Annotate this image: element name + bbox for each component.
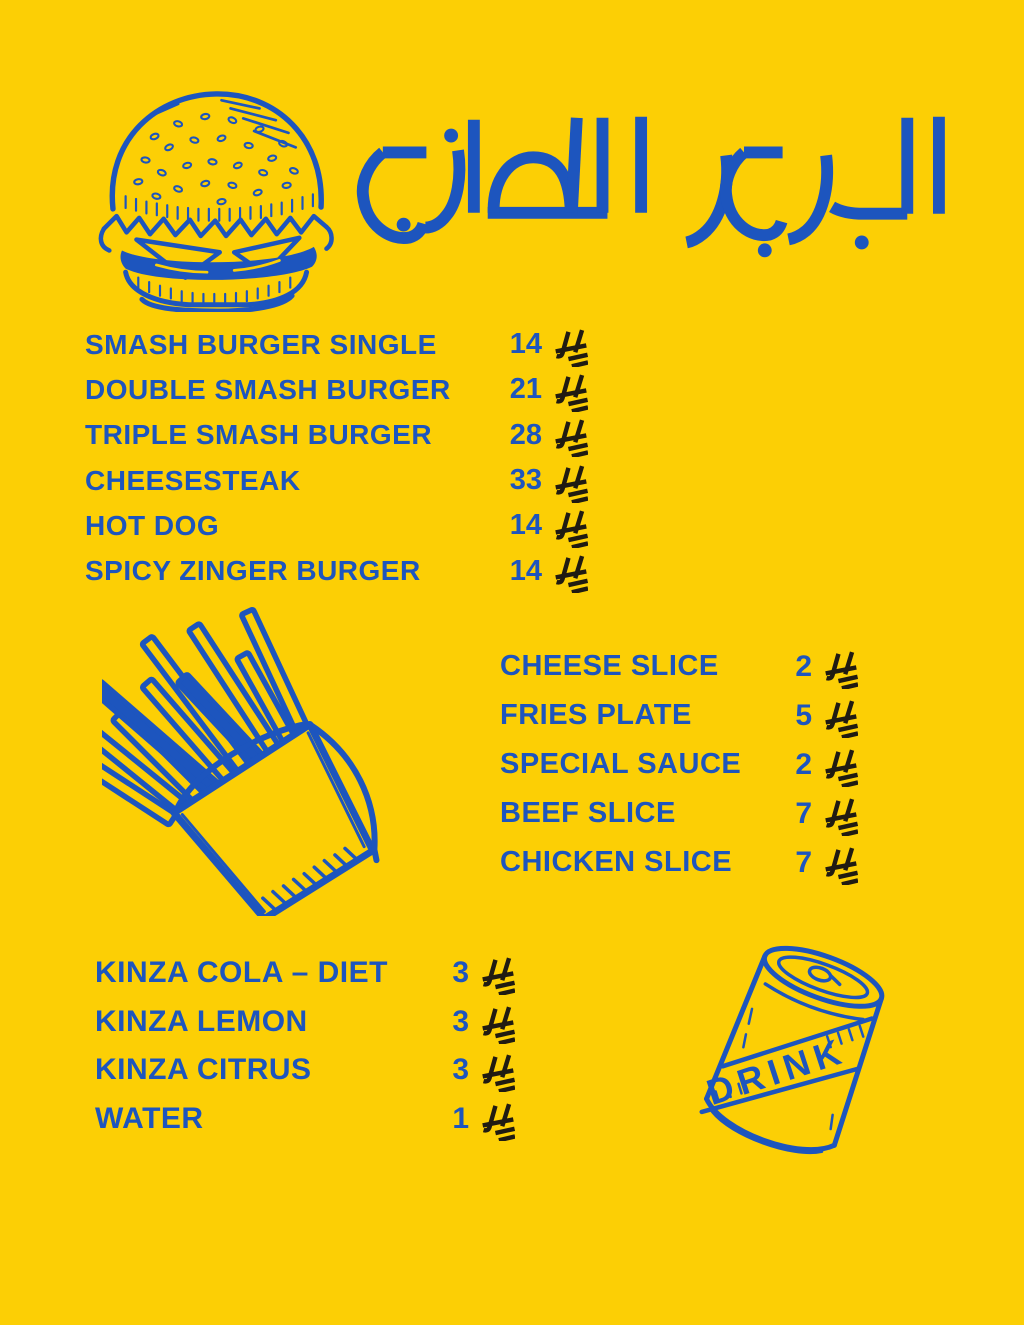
item-price: 7 [795,845,812,879]
sides-section [500,642,858,887]
burger-sketch-icon [86,84,348,312]
item-price: 3 [452,1053,469,1087]
item-name: CHEESESTEAK [85,464,301,496]
saudi-riyal-icon [824,847,858,885]
saudi-riyal-icon [554,465,588,503]
page-title [353,96,947,284]
menu-item-row [500,789,858,838]
menu-item-row [85,548,588,593]
item-price: 28 [509,418,542,451]
item-name: CHICKEN SLICE [500,846,733,878]
item-price: 2 [795,747,812,781]
saudi-riyal-icon [824,749,858,787]
menu-item-row [500,838,858,887]
menu-item-row [85,367,588,412]
saudi-riyal-icon [824,651,858,689]
saudi-riyal-icon [824,798,858,836]
item-name: SPICY ZINGER BURGER [85,555,421,587]
menu-item-row [95,949,515,998]
item-price: 5 [795,698,812,732]
item-name: CHEESE SLICE [500,650,719,682]
arabic-title-icon [353,96,947,284]
saudi-riyal-icon [481,1103,515,1141]
item-name: KINZA COLA – DIET [95,956,388,990]
menu-item-row [500,642,858,691]
item-price: 3 [452,956,469,990]
menu-item-row [85,413,588,458]
saudi-riyal-icon [824,700,858,738]
saudi-riyal-icon [554,329,588,367]
menu-item-row [85,503,588,548]
fries-sketch-icon [102,596,452,916]
menu-item-row [85,322,588,367]
item-price: 2 [795,649,812,683]
saudi-riyal-icon [554,555,588,593]
drinks-section [95,949,515,1143]
item-price: 14 [509,554,542,587]
item-price: 14 [509,328,542,361]
item-name: TRIPLE SMASH BURGER [85,419,433,451]
item-name: DOUBLE SMASH BURGER [85,373,451,405]
menu-item-row [85,458,588,503]
menu-item-row [95,998,515,1047]
menu-item-row [500,691,858,740]
item-price: 7 [795,796,812,830]
saudi-riyal-icon [481,957,515,995]
saudi-riyal-icon [481,1054,515,1092]
item-name: SPECIAL SAUCE [500,748,742,780]
menu-item-row [500,740,858,789]
item-name: HOT DOG [85,509,220,541]
drink-can-sketch-icon [628,910,963,1222]
menu-item-row [95,1095,515,1144]
item-name: BEEF SLICE [500,797,676,829]
saudi-riyal-icon [554,510,588,548]
item-name: WATER [95,1101,204,1135]
menu-item-row [95,1046,515,1095]
burgers-section [85,322,588,594]
item-price: 14 [509,509,542,542]
item-name: KINZA LEMON [95,1004,308,1038]
item-name: KINZA CITRUS [95,1053,312,1087]
item-name: FRIES PLATE [500,699,692,731]
saudi-riyal-icon [554,374,588,412]
item-name: SMASH BURGER SINGLE [85,328,437,360]
saudi-riyal-icon [481,1006,515,1044]
item-price: 1 [452,1101,469,1135]
item-price: 3 [452,1004,469,1038]
item-price: 21 [509,373,542,406]
can-label: DRINK [701,1029,852,1113]
saudi-riyal-icon [554,419,588,457]
item-price: 33 [509,464,542,497]
